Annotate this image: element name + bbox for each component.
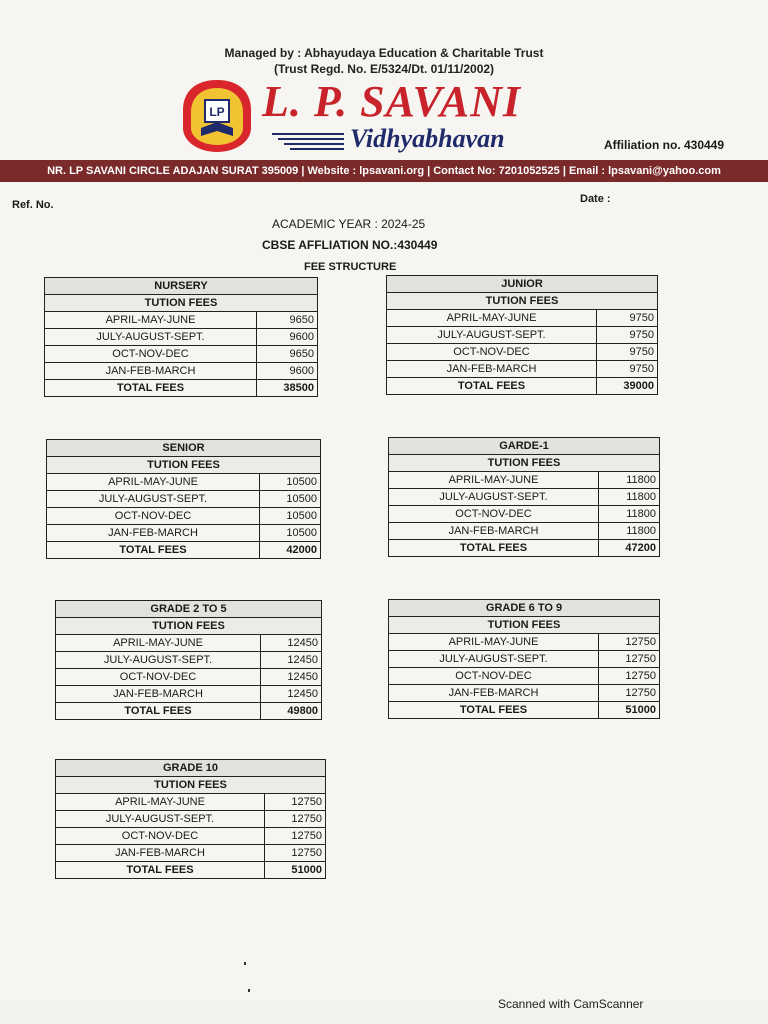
- table-title: JUNIOR: [387, 276, 658, 293]
- school-logo: [181, 78, 253, 154]
- academic-year: ACADEMIC YEAR : 2024-25: [272, 217, 426, 231]
- fee-table-grade-1: [388, 437, 660, 557]
- svg-text:LP: LP: [209, 105, 225, 119]
- fee-table-grade-2-to-5: [55, 600, 322, 720]
- table-row: JULY-AUGUST-SEPT. 9600: [45, 329, 318, 346]
- scan-speck: [248, 989, 250, 992]
- scanner-watermark: Scanned with CamScanner: [498, 997, 644, 1011]
- table-row: JAN-FEB-MARCH 11800: [389, 523, 660, 540]
- table-title: GRADE 6 TO 9: [389, 600, 660, 617]
- table-row: OCT-NOV-DEC 12750: [56, 828, 326, 845]
- date-label: Date :: [580, 193, 611, 205]
- table-row: APRIL-MAY-JUNE 12750: [56, 794, 326, 811]
- table-row: JULY-AUGUST-SEPT. 12750: [56, 811, 326, 828]
- table-row: JULY-AUGUST-SEPT. 11800: [389, 489, 660, 506]
- table-row: APRIL-MAY-JUNE 12750: [389, 634, 660, 651]
- table-subtitle: TUTION FEES: [56, 777, 326, 794]
- contact-banner: NR. LP SAVANI CIRCLE ADAJAN SURAT 395009 | Website : lpsavani.org | Contact No: 7201052525 | Email : lpsavani@yahoo.com: [0, 160, 768, 182]
- total-row: TOTAL FEES 39000: [387, 378, 658, 395]
- table-subtitle: TUTION FEES: [56, 618, 322, 635]
- table-row: JAN-FEB-MARCH 9750: [387, 361, 658, 378]
- managed-by-line: Managed by : Abhayudaya Education & Charitable Trust: [224, 46, 544, 60]
- table-subtitle: TUTION FEES: [45, 295, 318, 312]
- total-row: TOTAL FEES 49800: [56, 703, 322, 720]
- total-row: TOTAL FEES 38500: [45, 380, 318, 397]
- scan-speck: [244, 962, 246, 965]
- table-title: GRADE 10: [56, 760, 326, 777]
- total-row: TOTAL FEES 47200: [389, 540, 660, 557]
- fee-table-junior: [386, 275, 658, 395]
- fee-table-senior: [46, 439, 321, 559]
- table-row: APRIL-MAY-JUNE 11800: [389, 472, 660, 489]
- table-row: JAN-FEB-MARCH 12750: [389, 685, 660, 702]
- total-row: TOTAL FEES 42000: [47, 542, 321, 559]
- table-row: JAN-FEB-MARCH 12750: [56, 845, 326, 862]
- table-subtitle: TUTION FEES: [389, 455, 660, 472]
- table-row: OCT-NOV-DEC 12750: [389, 668, 660, 685]
- table-title: GARDE-1: [389, 438, 660, 455]
- table-row: JULY-AUGUST-SEPT. 12750: [389, 651, 660, 668]
- table-row: OCT-NOV-DEC 9750: [387, 344, 658, 361]
- school-name: L. P. SAVANI: [262, 77, 521, 126]
- total-row: TOTAL FEES 51000: [56, 862, 326, 879]
- table-title: NURSERY: [45, 278, 318, 295]
- fee-table-grade-10: [55, 759, 326, 879]
- table-title: SENIOR: [47, 440, 321, 457]
- table-row: JAN-FEB-MARCH 9600: [45, 363, 318, 380]
- ref-no-label: Ref. No.: [12, 199, 54, 211]
- fee-table-nursery: [44, 277, 318, 397]
- table-row: JULY-AUGUST-SEPT. 10500: [47, 491, 321, 508]
- table-subtitle: TUTION FEES: [47, 457, 321, 474]
- total-row: TOTAL FEES 51000: [389, 702, 660, 719]
- table-row: OCT-NOV-DEC 10500: [47, 508, 321, 525]
- table-title: GRADE 2 TO 5: [56, 601, 322, 618]
- table-row: JAN-FEB-MARCH 10500: [47, 525, 321, 542]
- table-row: OCT-NOV-DEC 12450: [56, 669, 322, 686]
- fee-table-grade-6-to-9: [388, 599, 660, 719]
- speed-lines-decoration: [272, 131, 344, 153]
- table-row: APRIL-MAY-JUNE 10500: [47, 474, 321, 491]
- table-row: APRIL-MAY-JUNE 9650: [45, 312, 318, 329]
- fee-structure-title: FEE STRUCTURE: [304, 261, 397, 273]
- school-subtitle: Vidhyabhavan: [350, 124, 505, 153]
- table-row: OCT-NOV-DEC 9650: [45, 346, 318, 363]
- table-subtitle: TUTION FEES: [387, 293, 658, 310]
- table-row: JAN-FEB-MARCH 12450: [56, 686, 322, 703]
- table-row: JULY-AUGUST-SEPT. 9750: [387, 327, 658, 344]
- trust-registration: (Trust Regd. No. E/5324/Dt. 01/11/2002): [273, 62, 495, 76]
- cbse-affiliation: CBSE AFFLIATION NO.:430449: [262, 238, 438, 252]
- table-row: JULY-AUGUST-SEPT. 12450: [56, 652, 322, 669]
- affiliation-number: Affiliation no. 430449: [604, 138, 725, 152]
- table-row: APRIL-MAY-JUNE 9750: [387, 310, 658, 327]
- table-row: OCT-NOV-DEC 11800: [389, 506, 660, 523]
- table-row: APRIL-MAY-JUNE 12450: [56, 635, 322, 652]
- table-subtitle: TUTION FEES: [389, 617, 660, 634]
